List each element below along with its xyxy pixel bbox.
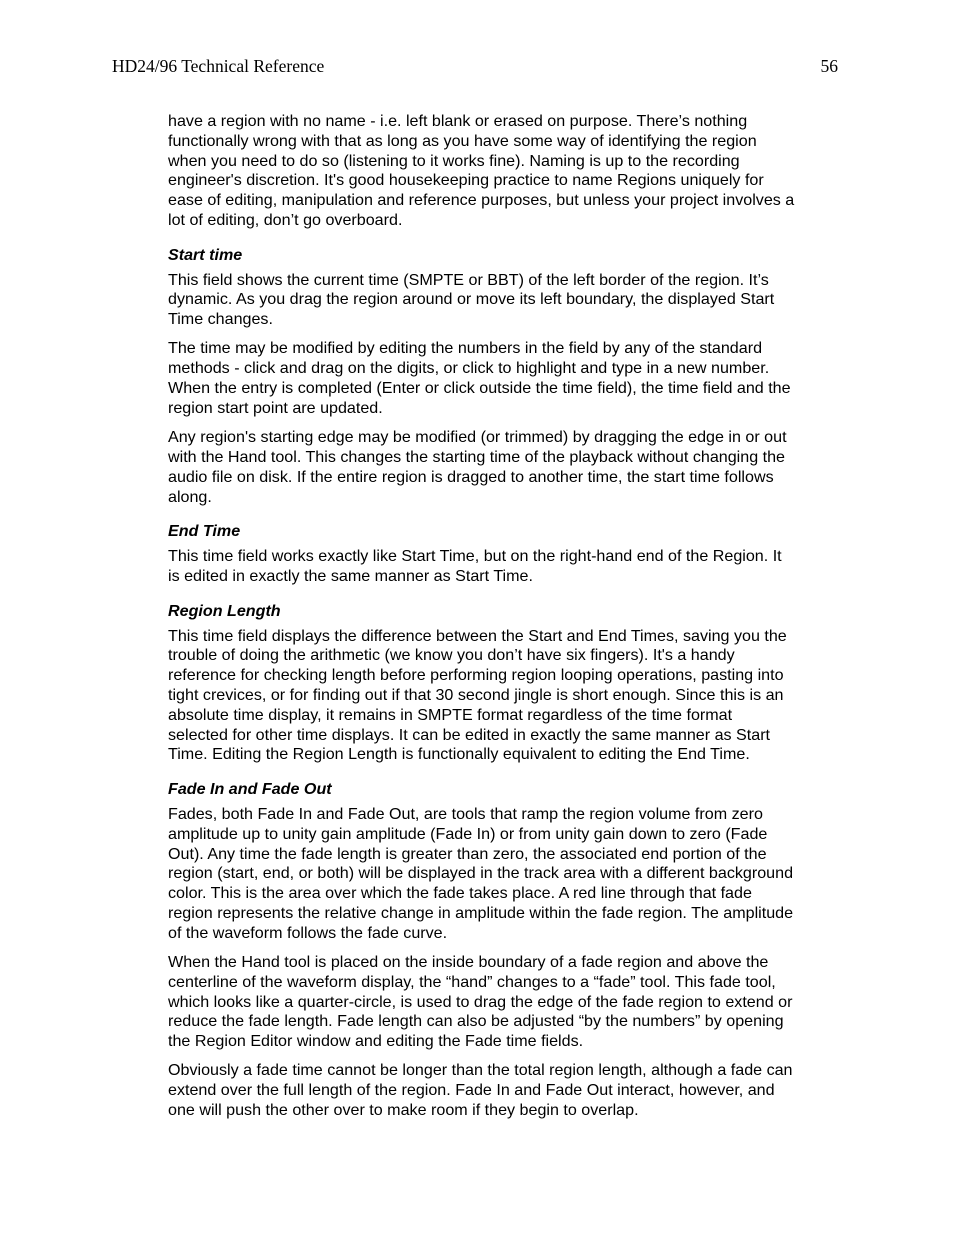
page-header <box>112 56 838 80</box>
section-end-time <box>168 522 840 586</box>
section-region-length <box>168 602 840 765</box>
section-fade-in-fade-out <box>168 780 840 1121</box>
section-heading: Start time <box>168 245 243 264</box>
section-heading: Fade In and Fade Out <box>168 780 332 799</box>
page-number: 56 <box>820 56 838 76</box>
section-heading: End Time <box>168 522 241 541</box>
document-title: HD24/96 Technical Reference <box>112 56 325 76</box>
page-body <box>168 112 840 1130</box>
paragraph: When the Hand tool is placed on the inside boundary of a fade region and above the centerline of the waveform display, the “hand” changes to a “fade” tool. This fade tool, which looks like a quarter-circle, is used to drag the edge of the fade region to extend or reduce the fade length. Fade length can also be adjusted “by the numbers” by opening the Region Editor window and editing the Fade time fields. <box>168 952 793 1051</box>
section-region-name <box>168 112 840 231</box>
section-heading: Region Length <box>168 601 281 620</box>
paragraph: This field shows the current time (SMPTE or BBT) of the left border of the region. It’s dynamic. As you drag the region around or move its left boundary, the displayed Start Time changes. <box>168 270 775 329</box>
paragraph: Obviously a fade time cannot be longer than the total region length, although a fade can extend over the full length of the region. Fade In and Fade Out interact, however, and one will push the other over to make room if they begin to overlap. <box>168 1061 793 1120</box>
section-start-time <box>168 246 840 508</box>
paragraph: The time may be modified by editing the numbers in the field by any of the standard methods - click and drag on the digits, or click to highlight and type in a new number. When the entry is completed (Enter or click outside the time field), the time field and the region start point are updated. <box>168 339 791 417</box>
paragraph: Any region's starting edge may be modified (or trimmed) by dragging the edge in or out with the Hand tool. This changes the starting time of the playback without changing the audio file on disk. If the entire region is dragged to another time, the start time follows along. <box>168 428 787 506</box>
paragraph: have a region with no name - i.e. left blank or erased on purpose. There’s nothing functionally wrong with that as long as you have some way of identifying the region when you need to do so (listening to it works fine). Naming is up to the recording engineer's discretion. It's good housekeeping practice to name Regions uniquely for ease of editing, manipulation and reference purposes, but unless your project involves a lot of editing, don’t go overboard. <box>168 112 795 229</box>
paragraph: This time field works exactly like Start Time, but on the right-hand end of the Region. It is edited in exactly the same manner as Start Time. <box>168 547 782 585</box>
paragraph: Fades, both Fade In and Fade Out, are tools that ramp the region volume from zero amplitude up to unity gain amplitude (Fade In) or from unity gain down to zero (Fade Out). Any time the fade length is greater than zero, the associated end portion of the region (start, end, or both) will be displayed in the track area with a different background color. This is the area over which the fade takes place. A red line through that fade region represents the relative change in amplitude within the fade region. The amplitude of the waveform follows the fade curve. <box>168 804 794 942</box>
paragraph: This time field displays the difference between the Start and End Times, saving you the trouble of doing the arithmetic (we know you don’t have six fingers). It's a handy reference for checking length before performing region looping operations, pasting into tight crevices, or for finding out if that 30 second jingle is short enough. Since this is an absolute time display, it remains in SMPTE format regardless of the time format selected for other time displays. It can be edited in exactly the same manner as Start Time. Editing the Region Length is functionally equivalent to editing the End Time. <box>168 626 787 764</box>
